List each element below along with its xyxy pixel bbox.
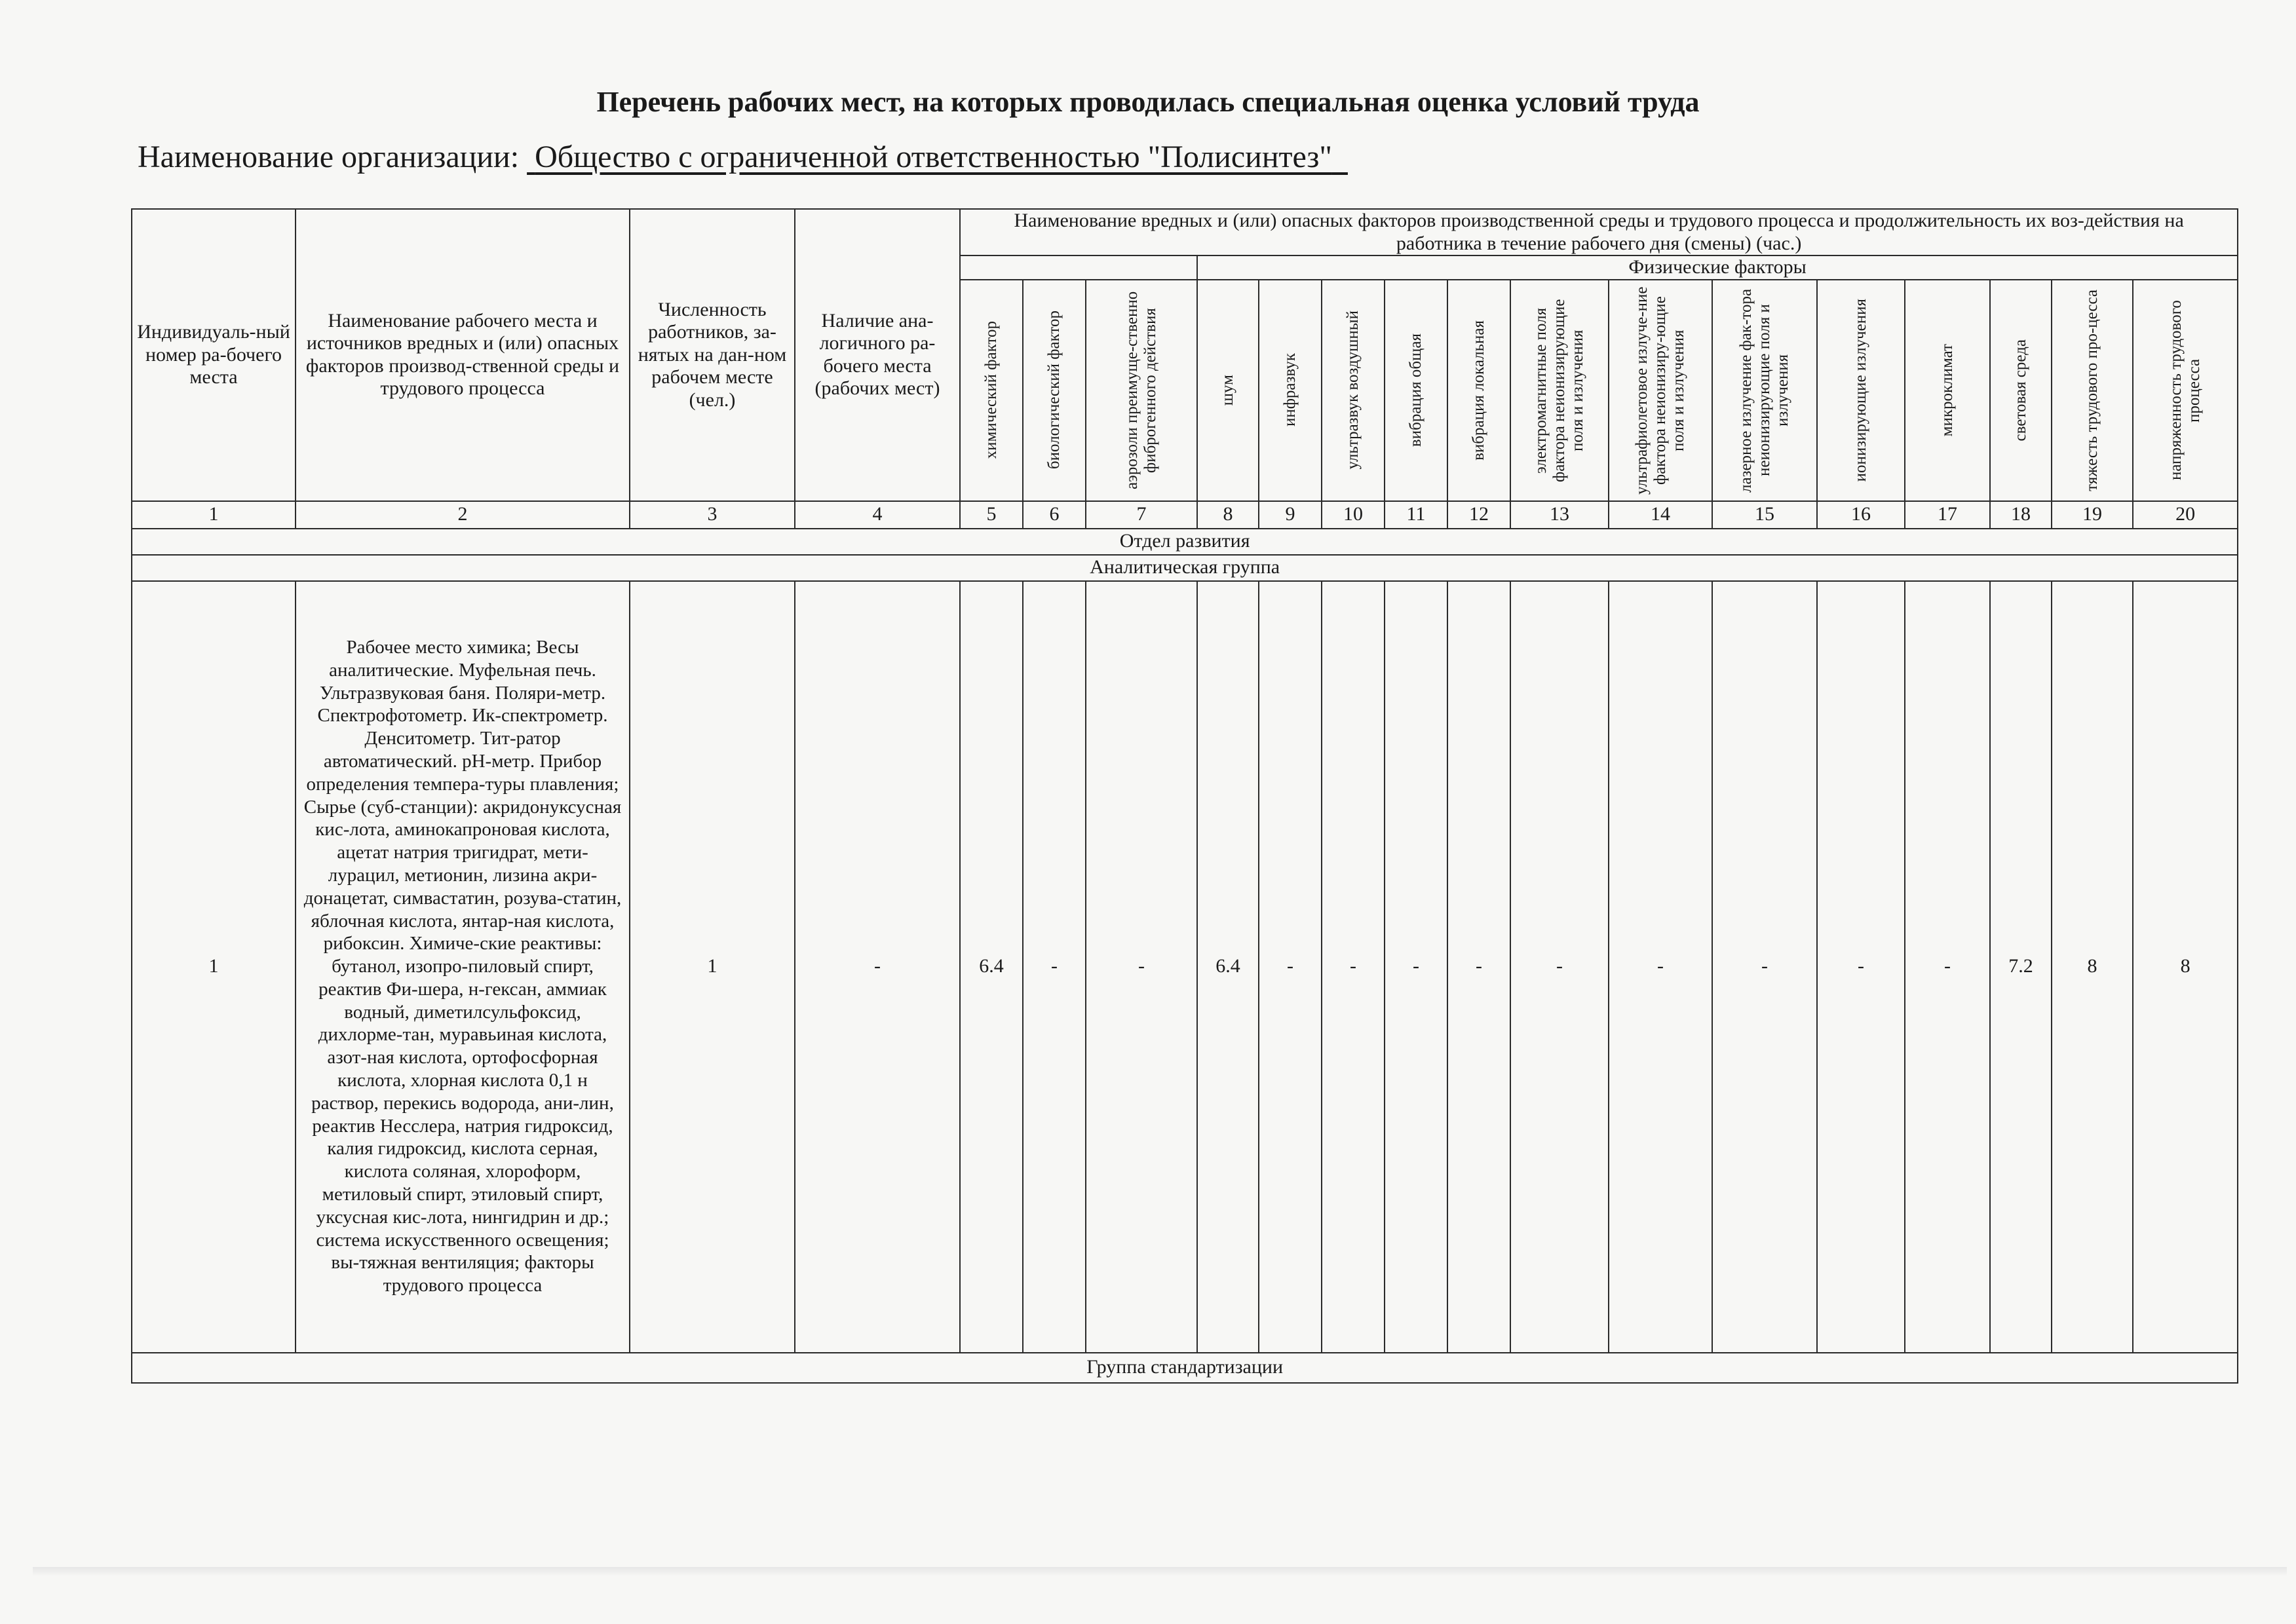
cell-factor-value: - [1609,581,1712,1353]
organization-label: Наименование организации: [138,140,520,174]
header-factor: шум [1197,280,1259,501]
header-factor: электромагнитные поля фактора неионизирующие поля и излучения [1510,280,1609,501]
header-factors: Наименование вредных и (или) опасных факторов производственной среды и трудового процесса и продолжительность их воз-действия на работника в течение рабочего дня (смены) (час.) [960,209,2238,255]
header-factor: тяжесть трудового про-цесса [2052,280,2133,501]
cell-factor-value: 8 [2052,581,2133,1353]
cell-factor-value: - [1905,581,1990,1353]
page-title: Перечень рабочих мест, на которых проводилась специальная оценка условий труда [596,86,1700,118]
column-number: 14 [1609,501,1712,529]
header-factor: световая среда [1990,280,2052,501]
header-factor: вибрация общая [1385,280,1447,501]
column-number: 15 [1712,501,1817,529]
header-workplace-name: Наименование рабочего места и источников вредных и (или) опасных факторов производ-ственной среды и трудового процесса [296,209,630,501]
column-number: 17 [1905,501,1990,529]
group-row: Группа стандартизации [132,1353,2238,1383]
header-worker-count: Численность работников, за-нятых на дан-ном рабочем месте (чел.) [630,209,795,501]
cell-factor-value: 8 [2133,581,2238,1353]
header-factor: ионизирующие излучения [1817,280,1905,501]
header-factor: вибрация локальная [1447,280,1510,501]
column-number: 1 [132,501,296,529]
column-number: 10 [1322,501,1385,529]
column-number: 3 [630,501,795,529]
header-factor: ультразвук воздушный [1322,280,1385,501]
department-row: Отдел развития [132,529,2238,555]
column-number: 4 [795,501,960,529]
column-number: 12 [1447,501,1510,529]
cell-factor-value: - [1817,581,1905,1353]
header-factor: химический фактор [960,280,1023,501]
cell-worker-count: 1 [630,581,795,1353]
cell-factor-value: 6.4 [960,581,1023,1353]
cell-factor-value: - [1385,581,1447,1353]
cell-factor-value: 7.2 [1990,581,2052,1353]
column-number: 5 [960,501,1023,529]
cell-factor-value: - [1712,581,1817,1353]
header-factor: биологический фактор [1023,280,1086,501]
page-edge-shadow [33,1567,2287,1576]
cell-workplace-description: Рабочее место химика; Весы аналитические. Муфельная печь. Ультразвуковая баня. Поляри-метр. Спектрофотометр. Ик-спектрометр. Денситометр. Тит-ратор автоматический. pH-метр. Прибор определения темпера-туры плавления; Сырье (суб-станции): акридонуксусная кис-лота, аминокапроновая кислота, ацетат натрия тригидрат, мети-лурацил, метионин, лизина акри-донацетат, симвастатин, розува-статин, яблочная кислота, янтар-ная кислота, рибоксин. Химиче-ские реактивы: бутанол, изопро-пиловый спирт, реактив Фи-шера, н-гексан, аммиак водный, диметилсульфоксид, дихлорме-тан, муравьиная кислота, азот-ная кислота, ортофосфорная кислота, хлорная кислота 0,1 н раствор, перекись водорода, ани-лин, реактив Несслера, натрия гидроксид, калия гидроксид, кислота серная, кислота соляная, хлороформ, метиловый спирт, этиловый спирт, уксусная кис-лота, нингидрин и др.; система искусственного освещения; вы-тяжная вентиляция; факторы трудового процесса [296,581,630,1353]
header-factor: ультрафиолетовое излуче-ние фактора неионизиру-ющие поля и излучения [1609,280,1712,501]
header-factor: аэрозоли преимуще-ственно фиброгенного действия [1086,280,1197,501]
column-number: 18 [1990,501,2052,529]
header-analog-workplace: Наличие ана-логичного ра-бочего места (рабочих мест) [795,209,960,501]
cell-factor-value: 6.4 [1197,581,1259,1353]
table-row [132,581,2238,1353]
column-number: 6 [1023,501,1086,529]
column-number: 8 [1197,501,1259,529]
cell-analog: - [795,581,960,1353]
header-blank [960,255,1197,280]
workplaces-table [131,208,2238,1384]
column-number-row [132,501,2238,529]
cell-factor-value: - [1086,581,1197,1353]
cell-factor-value: - [1447,581,1510,1353]
column-number: 13 [1510,501,1609,529]
cell-factor-value: - [1259,581,1322,1353]
cell-factor-value: - [1322,581,1385,1353]
group-row: Аналитическая группа [132,555,2238,581]
header-workplace-number: Индивидуаль-ный номер ра-бочего места [132,209,296,501]
column-number: 20 [2133,501,2238,529]
column-number: 11 [1385,501,1447,529]
cell-workplace-number: 1 [132,581,296,1353]
header-factor: лазерное излучение фак-тора неионизирующие поля и излучения [1712,280,1817,501]
cell-factor-value: - [1023,581,1086,1353]
column-number: 2 [296,501,630,529]
cell-factor-value: - [1510,581,1609,1353]
column-number: 9 [1259,501,1322,529]
header-physical-factors: Физические факторы [1197,255,2238,280]
header-factor: напряженность трудового процесса [2133,280,2238,501]
organization-name: Общество с ограниченной ответственностью "Полисинтез" [535,140,1332,174]
organization-line [138,139,1348,175]
header-factor: инфразвук [1259,280,1322,501]
header-factor: микроклимат [1905,280,1990,501]
column-number: 7 [1086,501,1197,529]
column-number: 19 [2052,501,2133,529]
column-number: 16 [1817,501,1905,529]
